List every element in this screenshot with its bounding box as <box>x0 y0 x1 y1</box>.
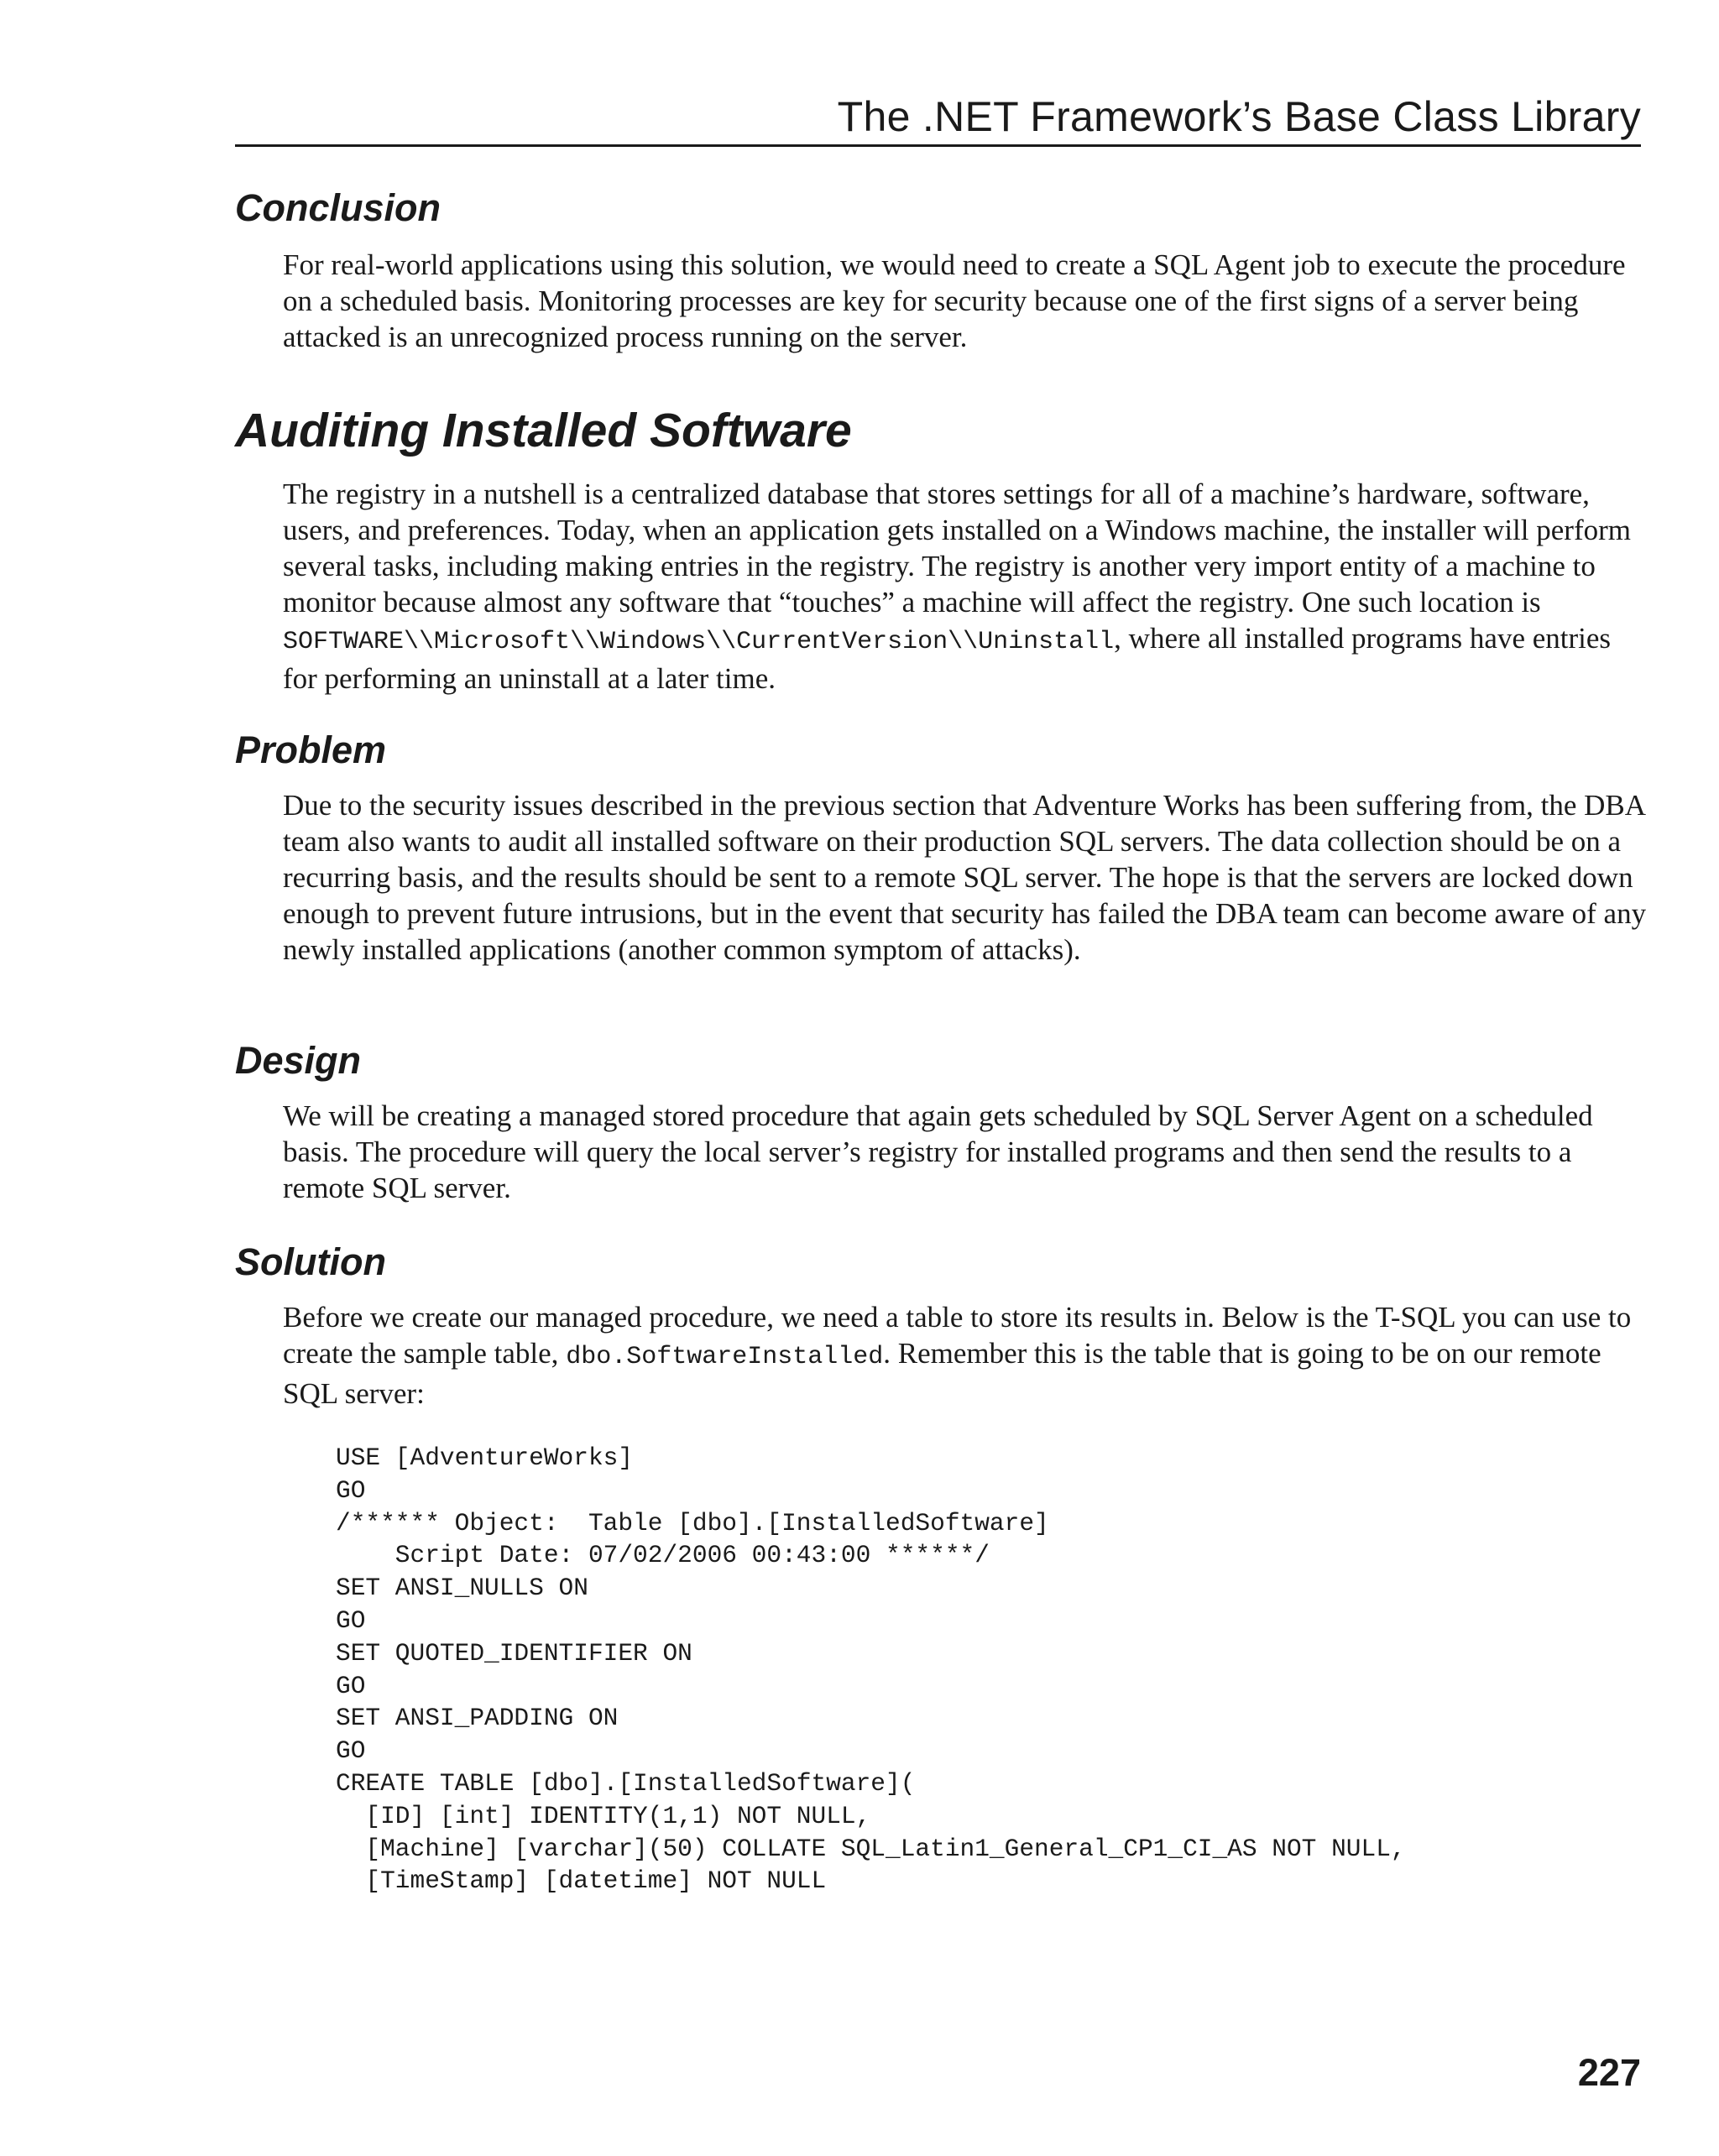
heading-auditing-installed-software: Auditing Installed Software <box>235 404 852 457</box>
solution-text-after: . Remember this is the table that is going to be on our remote SQL server: <box>283 1337 1601 1410</box>
paragraph-auditing <box>283 476 1647 697</box>
registry-path-code: SOFTWARE\\Microsoft\\Windows\\CurrentVersion\\Uninstall <box>283 628 1115 656</box>
table-name-code: dbo.SoftwareInstalled <box>566 1343 884 1371</box>
paragraph-design: We will be creating a managed stored procedure that again gets scheduled by SQL Server Agent on a scheduled basis. The procedure will query the local server’s registry for installed programs and then send the results to a remote SQL server. <box>283 1099 1593 1204</box>
auditing-text-before: The registry in a nutshell is a centralized database that stores settings for all of a machine’s hardware, software, users, and preferences. Today, when an application gets installed on a Windows machine, the installer will perform several tasks, including making entries in the registry. The registry is another very import entity of a machine to monitor because almost any software that “touches” a machine will affect the registry. One such location is <box>283 478 1631 619</box>
auditing-text-after: , where all installed programs have entries for performing an uninstall at a later time. <box>283 622 1612 695</box>
running-header-title: The .NET Framework’s Base Class Library <box>837 93 1641 140</box>
running-header <box>235 84 1641 147</box>
heading-solution: Solution <box>235 1240 386 1283</box>
heading-design: Design <box>235 1039 362 1082</box>
paragraph-problem: Due to the security issues described in the previous section that Adventure Works has been suffering from, the DBA team also wants to audit all installed software on their production SQL servers. The data collection should be on a recurring basis, and the results should be sent to a remote SQL server. The hope is that the servers are locked down enough to prevent future intrusions, but in the event that security has failed the DBA team can become aware of any newly installed applications (another common symptom of attacks). <box>283 789 1647 966</box>
heading-problem: Problem <box>235 728 387 771</box>
page-number: 227 <box>1577 2051 1641 2094</box>
heading-conclusion: Conclusion <box>235 186 441 229</box>
solution-text-before: Before we create our managed procedure, we need a table to store its results in. Below is the T-SQL you can use to create the sample table, <box>283 1301 1632 1370</box>
paragraph-solution <box>283 1299 1647 1412</box>
paragraph-conclusion: For real-world applications using this solution, we would need to create a SQL Agent job to execute the procedure on a scheduled basis. Monitoring processes are key for security because one of the first signs of a server being attacked is an unrecognized process running on the server. <box>283 248 1626 353</box>
tsql-code-listing: USE [AdventureWorks] GO /****** Object: Table [dbo].[InstalledSoftware] Script Date: 07/02/2006 00:43:00 ******/ SET ANSI_NULLS ON GO SET QUOTED_IDENTIFIER ON GO SET ANSI_PADDING ON GO CREATE TABLE [dbo].[InstalledSoftware]( [ID] [int] IDENTITY(1,1) NOT NULL, [Machine] [varchar](50) COLLATE SQL_Latin1_General_CP1_CI_AS NOT NULL, [TimeStamp] [datetime] NOT NULL <box>336 1443 1406 1896</box>
